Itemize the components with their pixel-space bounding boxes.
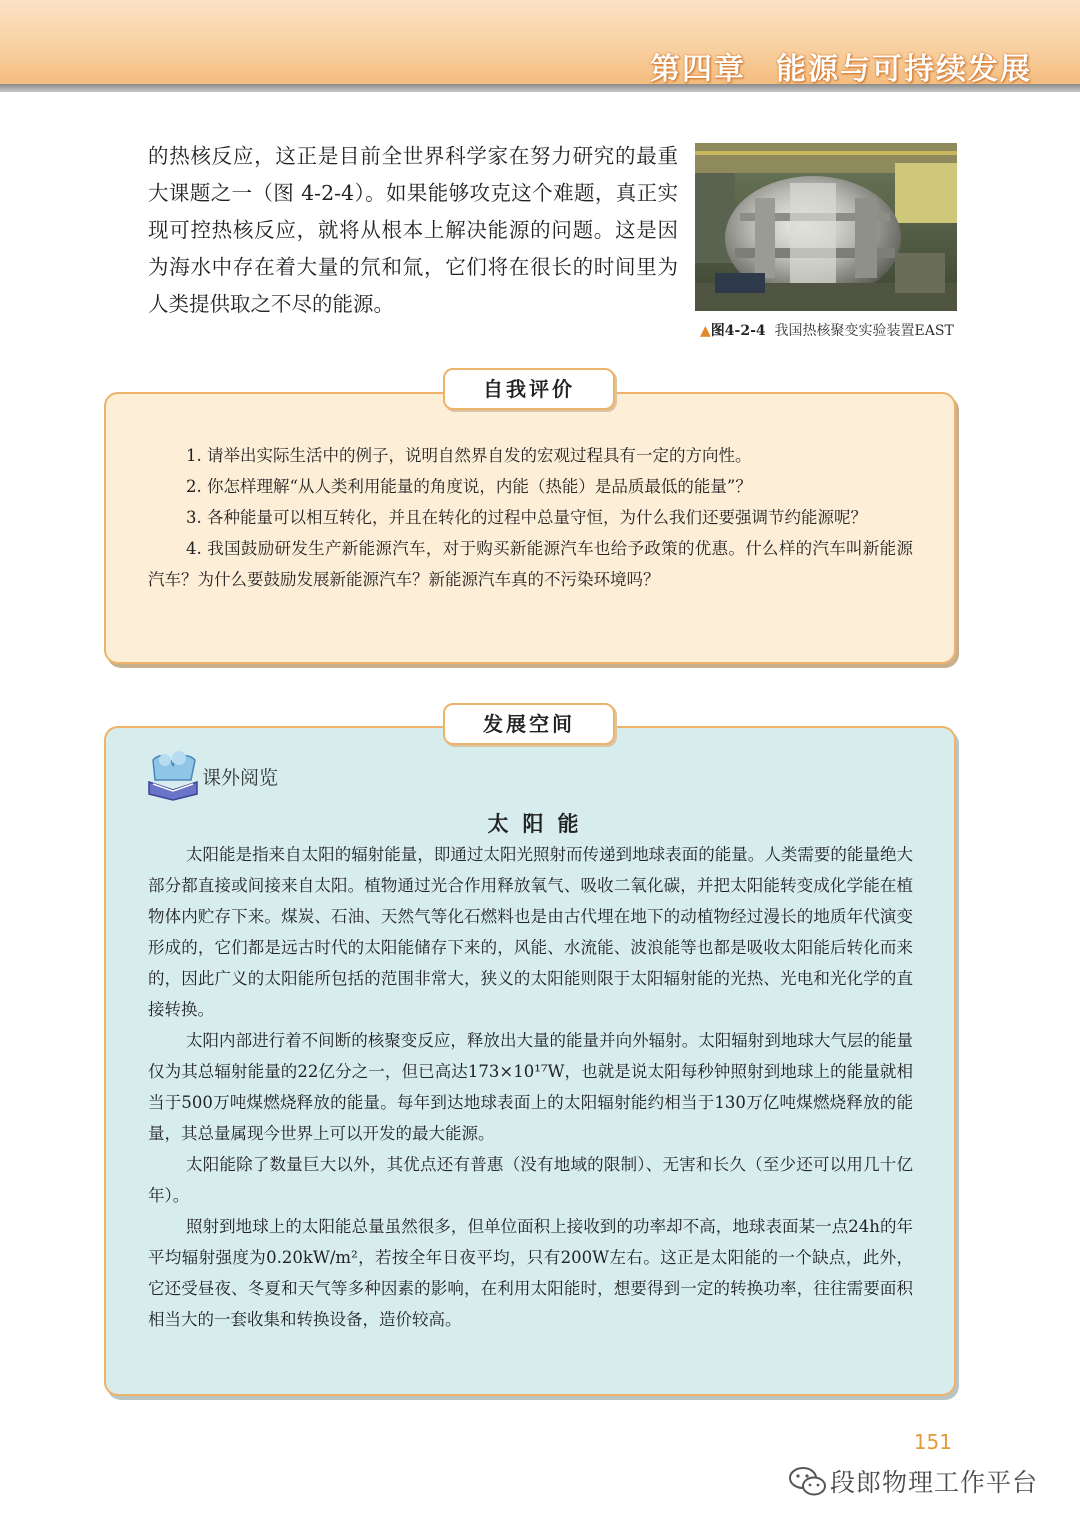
question-item: 4. 我国鼓励研发生产新能源汽车，对于购买新能源汽车也给予政策的优惠。什么样的汽车叫新能源汽车？为什么要鼓励发展新能源汽车？新能源汽车真的不污染环境吗？ (148, 539, 913, 589)
article-paragraph: 太阳内部进行着不间断的核聚变反应，释放出大量的能量并向外辐射。太阳辐射到地球大气层的能量仅为其总辐射能量的22亿分之一，但已高达173×10¹⁷W，也就是说太阳每秒钟照射到地球上的能量就相当于500万吨煤燃烧释放的能量。每年到达地球表面上的太阳辐射能约相当于130万亿吨煤燃烧释放的能量，其总量属现今世界上可以开发的最大能源。 (148, 1031, 913, 1143)
question-item: 1. 请举出实际生活中的例子，说明自然界自发的宏观过程具有一定的方向性。 (186, 446, 752, 465)
figure-caption (700, 318, 960, 344)
watermark-text: 段郎物理工作平台 (830, 1468, 1039, 1497)
extracurricular-reading-label: 课外阅览 (202, 767, 279, 789)
chapter-heading (650, 44, 1032, 88)
self-evaluation-title: 自我评价 (443, 368, 615, 410)
question-item: 3. 各种能量可以相互转化，并且在转化的过程中总量守恒，为什么我们还要强调节约能源呢？ (186, 508, 867, 527)
figure-label: 图4-2-4 (710, 323, 766, 339)
article-paragraph: 太阳能除了数量巨大以外，其优点还有普惠（没有地域的限制）、无害和长久（至少还可以用几十亿年）。 (148, 1155, 913, 1205)
development-space-title: 发展空间 (443, 703, 615, 745)
solar-energy-article (148, 839, 913, 1335)
question-item: 2. 你怎样理解“从人类利用能量的角度说，内能（热能）是品质最低的能量”？ (186, 477, 752, 496)
page-number: 151 (913, 1430, 952, 1454)
intro-paragraph: 的热核反应，这正是目前全世界科学家在努力研究的最重大课题之一（图 4-2-4）。如果能够攻克这个难题，真正实现可控热核反应，就将从根本上解决能源的问题。这是因为海水中存在着大量的氘和氚，它们将在很长的时间里为人类提供取之不尽的能源。 (148, 144, 678, 316)
figure-caption-text: 我国热核聚变实验装置EAST (774, 323, 954, 339)
chapter-title: 能源与可持续发展 (776, 52, 1032, 87)
article-paragraph: 照射到地球上的太阳能总量虽然很多，但单位面积上接收到的功率却不高，地球表面某一点24h的年平均辐射强度为0.20kW/m²，若按全年日夜平均，只有200W左右。这正是太阳能的一个缺点，此外，它还受昼夜、冬夏和天气等多种因素的影响，在利用太阳能时，想要得到一定的转换功率，往往需要面积相当大的一套收集和转换设备，造价较高。 (148, 1217, 913, 1329)
article-paragraph: 太阳能是指来自太阳的辐射能量，即通过太阳光照射而传递到地球表面的能量。人类需要的能量绝大部分都直接或间接来自太阳。植物通过光合作用释放氧气、吸收二氧化碳，并把太阳能转变成化学能在植物体内贮存下来。煤炭、石油、天然气等化石燃料也是由古代埋在地下的动植物经过漫长的地质年代演变形成的，它们都是远古时代的太阳能储存下来的，风能、水流能、波浪能等也都是吸收太阳能后转化而来的，因此广义的太阳能所包括的范围非常大，狭义的太阳能则限于太阳辐射能的光热、光电和光化学的直接转换。 (148, 845, 913, 1019)
east-fusion-device-photo (695, 143, 957, 311)
chapter-header (0, 0, 1080, 92)
wechat-icon (788, 1465, 828, 1499)
article-title: 太阳能 (487, 812, 593, 836)
self-evaluation-questions (148, 440, 913, 595)
chapter-number: 第四章 (650, 52, 746, 87)
caption-marker: ▲ (700, 323, 711, 339)
open-book-icon (145, 750, 201, 802)
